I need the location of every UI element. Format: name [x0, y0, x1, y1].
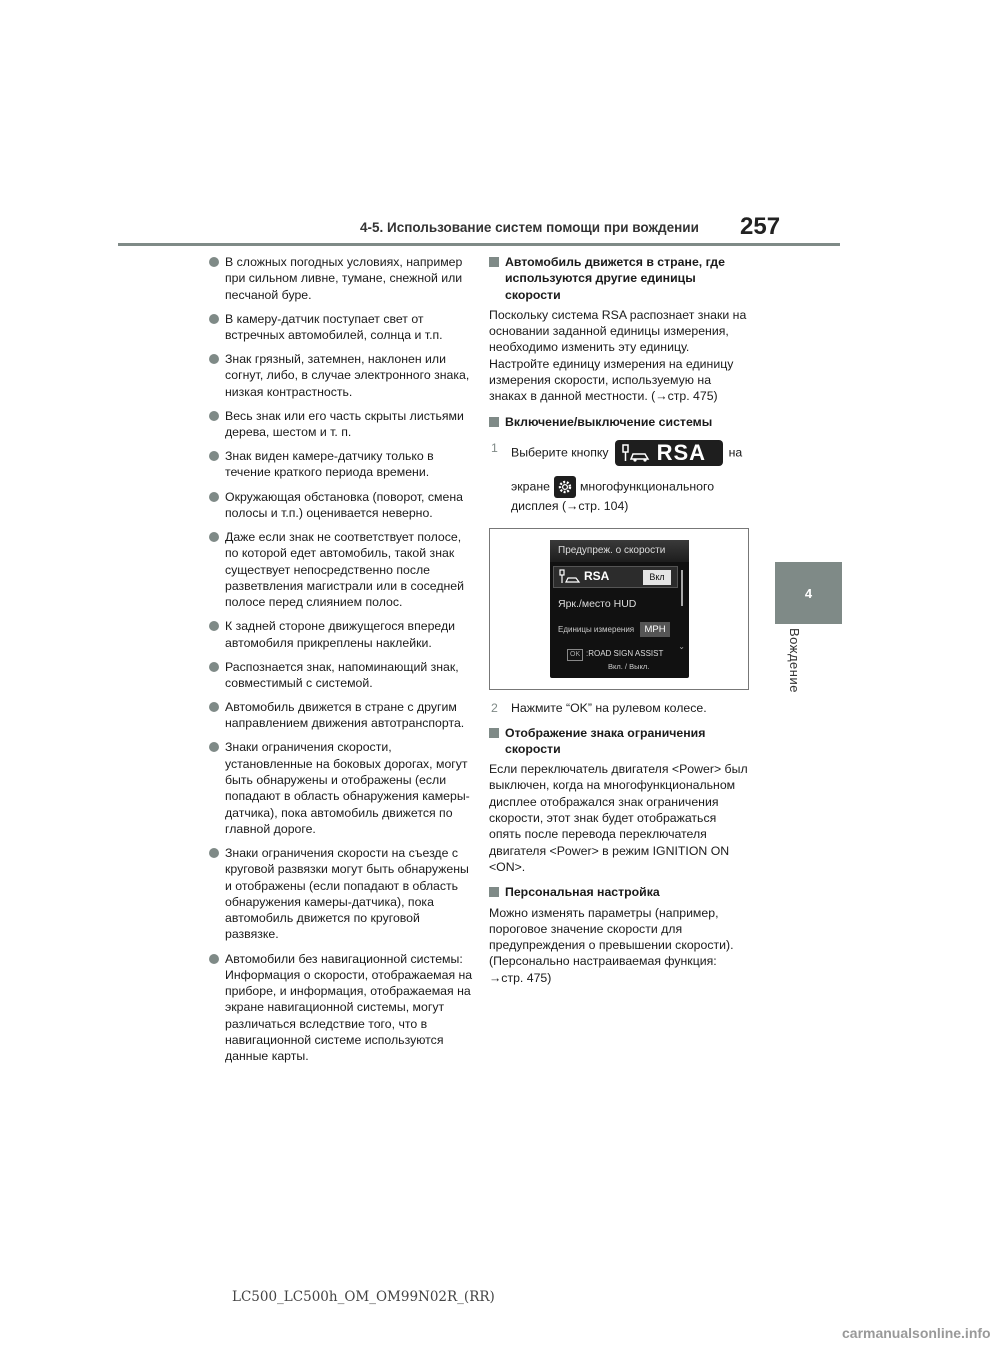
display-illustration	[489, 528, 749, 690]
bullet-icon	[209, 314, 219, 324]
square-bullet-icon	[489, 728, 499, 738]
list-item-text: Автомобиль движется в стране с другим направлением движения автотранспорта.	[225, 700, 465, 731]
list-item	[209, 951, 474, 1065]
list-item-text: Знак грязный, затемнен, наклонен или согнут, либо, в случае электронного знака, низкая контрастность.	[225, 352, 470, 399]
bullet-icon	[209, 742, 219, 752]
step-text: на	[728, 445, 743, 460]
document-code: LC500_LC500h_OM_OM99N02R_(RR)	[232, 1289, 495, 1305]
gear-icon	[557, 479, 573, 495]
list-item	[209, 529, 474, 610]
bullet-icon	[209, 354, 219, 364]
list-item-text: В камеру-датчик поступает свет от встречных автомобилей, солнца и т.п.	[225, 311, 443, 342]
square-bullet-icon	[489, 257, 499, 267]
list-item-text: Распознается знак, напоминающий знак, совместимый с системой.	[225, 659, 459, 690]
list-item-text: Знаки ограничения скорости на съезде с круговой развязки могут быть обнаружены и отображены (если попадают в область обнаружения камеры-датчика), пока автомобиль движется по круговой развязке.	[225, 845, 469, 942]
display-assist-text: :ROAD SIGN ASSIST	[586, 649, 664, 659]
subsection-heading	[489, 414, 751, 430]
display-onoff-text: Вкл. / Выкл.	[608, 662, 650, 672]
bullet-icon	[209, 411, 219, 421]
list-item-text: Знаки ограничения скорости, установленные на боковых дорогах, могут быть обнаружены и отображены (если попадают в область обнаружения камеры-датчика), пока автомобиль движется по главной дороге.	[225, 740, 470, 836]
list-item	[209, 845, 474, 943]
list-item	[209, 699, 474, 732]
left-column	[209, 254, 474, 1072]
display-ok-icon: OK	[567, 649, 583, 661]
bullet-icon	[209, 848, 219, 858]
step-text: Выберите кнопку	[511, 445, 609, 460]
bullet-icon	[209, 451, 219, 461]
list-item-text: В сложных погодных условиях, например при сильном ливне, тумане, снежной или песчаной буре.	[225, 255, 463, 302]
list-item	[209, 739, 474, 837]
list-item-text: Окружающая обстановка (поворот, смена полосы и т.п.) оценивается неверно.	[225, 489, 463, 520]
display-title: Предупреж. о скорости	[550, 540, 689, 562]
step-1	[489, 440, 751, 514]
page-number: 257	[740, 213, 781, 240]
list-item	[209, 618, 474, 651]
subsection-heading-text: Включение/выключение системы	[505, 414, 713, 429]
list-item	[209, 254, 474, 303]
bullet-icon	[209, 492, 219, 502]
bullet-icon	[209, 621, 219, 631]
step-text: Нажмите “OK” на рулевом колесе.	[511, 701, 707, 716]
list-item	[209, 311, 474, 344]
list-item-text: Весь знак или его часть скрыты листьями дерева, шестом и т. п.	[225, 408, 464, 440]
display-mph-value: MPH	[640, 622, 670, 637]
bullet-icon	[209, 257, 219, 267]
section-title: 4-5. Использование систем помощи при вождении	[360, 220, 699, 235]
step-text: экране	[511, 479, 550, 494]
chevron-down-icon: ⌄	[678, 642, 685, 652]
road-sign-car-icon	[559, 569, 581, 585]
list-item-text: Автомобили без навигационной системы: Информация о скорости, отображаемая на приборе, и информация, отображаемая на экране навигационной системы, могут различаться вследствие того, что в навигационной системе используются данные карты.	[225, 951, 473, 1064]
list-item	[209, 351, 474, 400]
step-number: 1	[491, 440, 498, 455]
square-bullet-icon	[489, 417, 499, 427]
watermark: carmanualsonline.info	[842, 1325, 991, 1341]
multi-information-display	[550, 540, 689, 678]
display-units-row: Единицы измерения	[558, 625, 635, 635]
chapter-number: 4	[804, 585, 813, 601]
subsection-heading	[489, 884, 751, 900]
display-rsa-label: RSA	[584, 569, 610, 584]
subsection-heading	[489, 254, 751, 303]
subsection-heading-text: Автомобиль движется в стране, где используются другие единицы скорости	[505, 255, 725, 302]
chapter-tab	[775, 562, 842, 624]
rsa-button-label: RSA	[656, 439, 707, 465]
chapter-label: Вождение	[787, 628, 802, 693]
list-item-text: Знак виден камере-датчику только в течение краткого периода времени.	[225, 449, 434, 480]
list-item	[209, 408, 474, 441]
rsa-button[interactable]	[615, 440, 723, 466]
list-item-text: К задней стороне движущегося впереди автомобиля прикреплены наклейки.	[225, 619, 456, 650]
square-bullet-icon	[489, 887, 499, 897]
list-item-text: Даже если знак не соответствует полосе, по которой едет автомобиль, такой знак существует непосредственно после разветвления магистрали или в соседней полосе перед слиянием полос.	[225, 529, 464, 610]
step-text: многофункционального дисплея (→стр. 104)	[511, 479, 715, 513]
display-scrollbar	[681, 570, 683, 606]
subsection-heading-text: Персональная настройка	[505, 885, 660, 900]
right-column	[489, 254, 751, 995]
step-number: 2	[491, 701, 498, 716]
display-rsa-row	[553, 566, 678, 588]
paragraph: Если переключатель двигателя <Power> был выключен, когда на многофункциональном дисплее отображался знак ограничения скорости, этот знак будет отображаться опять после перевода переключателя двигателя <Power> в режим IGNITION ON <ON>.	[489, 762, 748, 874]
paragraph: Поскольку система RSA распознает знаки на основании заданной единицы измерения, необходимо изменить эту единицу. Настройте единицу измерения на единицу измерения скорости, используемую на знаках в данной местности. (→стр. 475)	[489, 307, 747, 404]
list-item	[209, 489, 474, 522]
bullet-icon	[209, 662, 219, 672]
paragraph: Можно изменять параметры (например, пороговое значение скорости для предупреждения о превышении скорости). (Персонально настраиваемая функция: →стр. 475)	[489, 905, 734, 985]
subsection-heading-text: Отображение знака ограничения скорости	[505, 725, 706, 756]
step-1-line2	[511, 476, 751, 514]
bullet-icon	[209, 702, 219, 712]
step-2	[489, 700, 751, 716]
subsection-heading	[489, 725, 751, 758]
list-item	[209, 448, 474, 481]
display-on-button: Вкл	[643, 570, 671, 585]
bullet-icon	[209, 532, 219, 542]
header-divider	[118, 243, 840, 246]
list-item	[209, 659, 474, 692]
settings-button[interactable]	[554, 476, 576, 498]
bullet-icon	[209, 954, 219, 964]
display-hud-row: Ярк./место HUD	[558, 598, 637, 611]
road-sign-car-icon	[621, 443, 651, 463]
